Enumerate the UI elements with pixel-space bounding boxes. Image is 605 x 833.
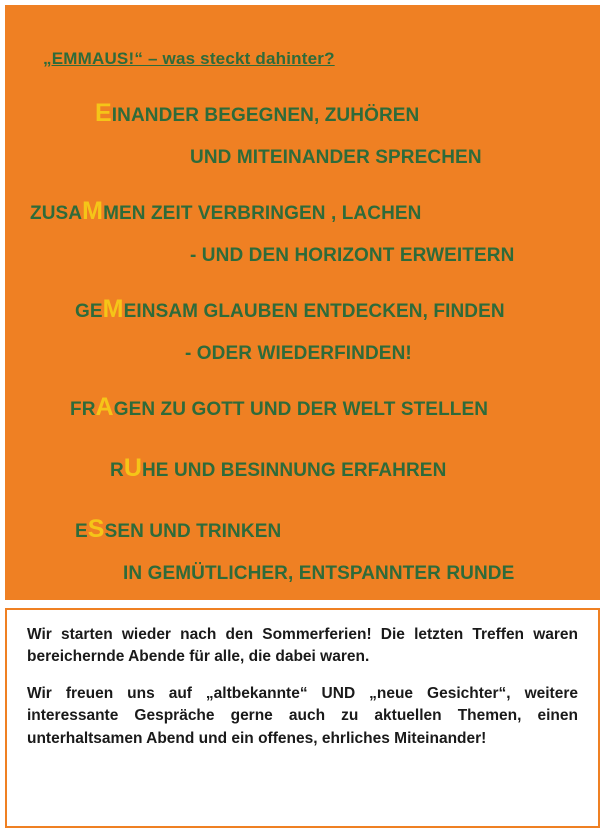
body-paragraph-1: Wir starten wieder nach den Sommerferien! Die letzten Treffen waren bereichernde Abende für alle, die dabei waren. bbox=[27, 626, 578, 666]
acronym-line-6-text: - ODER WIEDERFINDEN! bbox=[185, 343, 412, 364]
acronym-line-7-prefix: FR bbox=[70, 399, 96, 420]
acronym-line-3-text: MEN ZEIT VERBRINGEN , LACHEN bbox=[103, 203, 422, 224]
acronym-line-5-text: EINSAM GLAUBEN ENTDECKEN, FINDEN bbox=[123, 301, 505, 322]
acronym-line-9 bbox=[75, 517, 600, 542]
acronym-line-10 bbox=[123, 564, 600, 583]
acronym-line-8-text: HE UND BESINNUNG ERFAHREN bbox=[141, 460, 447, 481]
acronym-line-2 bbox=[190, 148, 600, 167]
acronym-line-1-text: INANDER BEGEGNEN, ZUHÖREN bbox=[111, 105, 420, 126]
acronym-letter-a: A bbox=[95, 393, 114, 421]
acronym-letter-m1: M bbox=[82, 197, 104, 225]
acronym-line-5 bbox=[75, 297, 600, 322]
acronym-line-3 bbox=[30, 199, 600, 224]
acronym-line-8 bbox=[110, 456, 600, 481]
acronym-letter-u: U bbox=[123, 454, 142, 482]
page-title: „EMMAUS!“ – was steckt dahinter? bbox=[43, 49, 335, 68]
acronym-line-7-text: GEN ZU GOTT UND DER WELT STELLEN bbox=[113, 399, 489, 420]
acronym-line-3-prefix: ZUSA bbox=[30, 203, 83, 224]
acronym-line-2-text: UND MITEINANDER SPRECHEN bbox=[190, 147, 482, 168]
orange-background-panel bbox=[5, 5, 600, 600]
body-text-panel bbox=[5, 608, 600, 828]
acronym-line-9-text: SEN UND TRINKEN bbox=[104, 521, 282, 542]
acronym-letter-s: S bbox=[87, 515, 105, 543]
acronym-letter-e: E bbox=[95, 99, 112, 127]
acronym-line-10-text: IN GEMÜTLICHER, ENTSPANNTER RUNDE bbox=[123, 563, 515, 584]
acronym-line-4-text: - UND DEN HORIZONT ERWEITERN bbox=[190, 245, 515, 266]
acronym-line-9-prefix: E bbox=[75, 521, 88, 542]
body-paragraph-2: Wir freuen uns auf „altbekannte“ UND „neue Gesichter“, weitere interessante Gespräche gerne auch zu aktuellen Themen, einen unterhaltsamen Abend und ein offenes, ehrliches Miteinander! bbox=[27, 684, 578, 747]
acronym-line-6 bbox=[185, 344, 600, 363]
acronym-line-8-prefix: R bbox=[110, 460, 124, 481]
acronym-line-5-prefix: GE bbox=[75, 301, 103, 322]
acronym-letter-m2: M bbox=[102, 295, 124, 323]
acronym-line-4 bbox=[190, 246, 600, 265]
acronym-line-1 bbox=[95, 101, 600, 126]
acronym-block bbox=[5, 101, 600, 583]
acronym-line-7 bbox=[70, 395, 600, 420]
